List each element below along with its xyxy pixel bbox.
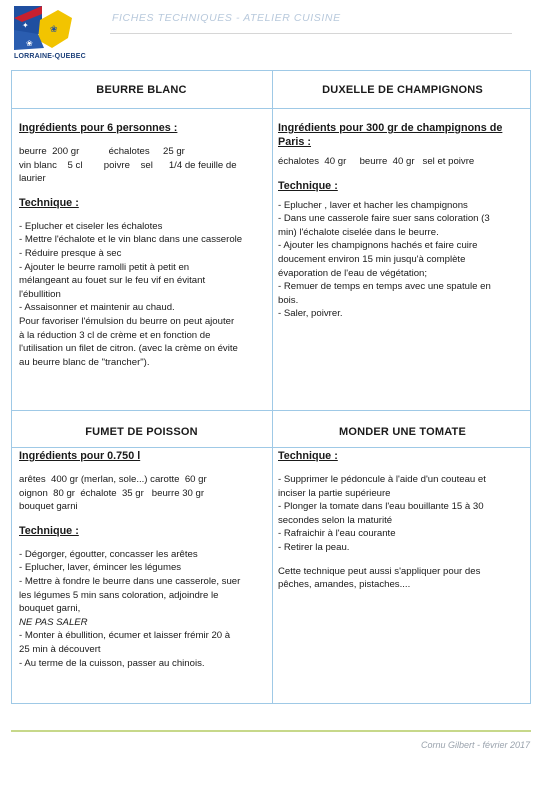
svg-text:❀: ❀ [26,39,33,48]
technique-line: - Retirer la peau. [278,541,350,553]
technique-line: - Mettre l'échalote et le vin blanc dans une casserole [19,234,243,246]
note-line: pêches, amandes, pistaches.... [278,579,411,591]
technique-line: - Plonger la tomate dans l'eau bouillante 15 à 30 [278,501,484,513]
ingredient-line: arêtes 400 gr (merlan, sole...) carotte 60 gr [19,474,207,485]
technique-line: - Dégorger, égoutter, concasser les arêtes [19,548,198,560]
technique-line: - Mettre à fondre le beurre dans une casserole, suer [19,575,241,587]
ingredient-line: vin blanc 5 cl poivre sel 1/4 de feuille de [19,159,237,171]
footer-rule [11,730,531,732]
note-line: Cette technique peut aussi s'appliquer pour des [278,565,481,577]
ingredient-line: échalotes 40 gr beurre 40 gr sel et poivre [278,156,475,167]
technique-line: - Assaisonner et maintenir au chaud. [19,302,175,314]
card-beurre-blanc [19,121,263,369]
technique-line: - Rafraichir à l'eau courante [278,528,396,540]
card-duxelle [278,121,522,321]
footer-signature: Cornu Gilbert - février 2017 [420,740,530,750]
ingredients-heading: Ingrédients pour 0.750 l [19,450,141,462]
ingredients-heading-continued: Paris : [278,136,312,148]
card-title-beurre-blanc: BEURRE BLANC [96,84,187,96]
technique-line: - Ajouter le beurre ramolli petit à petit en [19,261,190,273]
header-rule [110,33,512,34]
technique-line: bouquet garni, [19,603,81,615]
technique-line: mélangeant au fouet sur le feu vif en évitant [19,275,206,287]
grid-row-divider-middle [12,410,530,411]
grid-vertical-divider [272,71,273,703]
card-fumet [19,449,263,670]
technique-line: Pour favoriser l'émulsion du beurre on peut ajouter [19,315,235,327]
technique-line: les légumes 5 min sans coloration, adjoindre le [19,589,219,601]
svg-text:❀: ❀ [50,25,58,35]
grid-row-divider-top [12,108,530,109]
technique-line: au beurre blanc de "trancher"). [19,356,150,368]
technique-line: - Saler, poivrer. [278,308,343,320]
warning-no-salt: NE PAS SALER [19,616,88,628]
technique-heading: Technique : [19,196,79,209]
ingredients-heading: Ingrédients pour 6 personnes : [19,122,178,134]
technique-line: à la réduction 3 cl de crème et en fonction de [19,329,211,341]
technique-line: - Eplucher et ciseler les échalotes [19,220,163,232]
ingredient-line: bouquet garni [19,501,78,513]
technique-line: - Monter à ébullition, écumer et laisser frémir 20 à [19,630,231,642]
technique-line: - Supprimer le pédoncule à l'aide d'un couteau et [278,474,486,485]
card-title-tomate: MONDER UNE TOMATE [338,426,467,438]
technique-line: - Eplucher, laver, émincer les légumes [19,562,182,574]
technique-line: - Réduire presque à sec [19,247,122,259]
technique-line: - Au terme de la cuisson, passer au chinois. [19,657,205,669]
technique-line: - Eplucher , laver et hacher les champignons [278,199,468,211]
technique-line: inciser la partie supérieure [278,487,391,499]
technique-line: - Remuer de temps en temps avec une spatule en [278,281,491,293]
technique-line: - Ajouter les champignons hachés et faire cuire [278,240,478,252]
card-tomate [278,449,522,592]
technique-heading: Technique : [278,450,338,462]
card-title-duxelle: DUXELLE DE CHAMPIGNONS [322,84,483,96]
page-header [0,0,547,62]
technique-line: évaporation de l'eau de végétation; [278,267,428,279]
technique-line: l'utilisation un filet de citron. (avec la crème on évite [19,343,238,355]
technique-line: l'ébullition [19,288,61,300]
document-title: FICHES TECHNIQUES - ATELIER CUISINE [112,12,341,24]
grid-row-divider-lower [12,447,530,448]
technique-line: doucement environ 15 min jusqu'à complète [278,253,466,265]
technique-line: min) l'échalote ciselée dans le beurre. [278,226,439,238]
ingredients-heading: Ingrédients pour 300 gr de champignons de [278,122,503,134]
svg-text:✦: ✦ [22,21,29,30]
lorraine-quebec-logo [12,4,74,54]
ingredient-line: laurier [19,173,46,185]
technique-line: secondes selon la maturité [278,514,393,526]
ingredient-line: beurre 200 gr échalotes 25 gr [19,146,185,157]
technique-line: bois. [278,294,299,306]
card-title-fumet: FUMET DE POISSON [85,426,198,438]
technique-heading: Technique : [278,179,338,192]
technique-line: - Dans une casserole faire suer sans coloration (3 [278,213,490,225]
ingredient-line: oignon 80 gr échalote 35 gr beurre 30 gr [19,487,205,499]
recipe-grid [11,70,531,704]
technique-line: 25 min à découvert [19,643,101,655]
technique-heading: Technique : [19,524,79,537]
logo-caption: LORRAINE-QUEBEC [14,53,86,60]
